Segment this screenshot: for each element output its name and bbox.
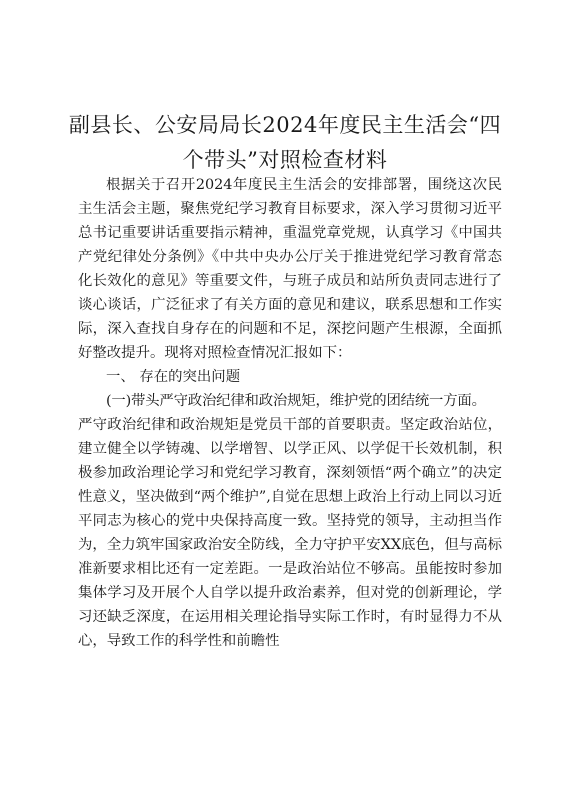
subsection-heading: (一)带头严守政治纪律和政治规矩，维护党的团结统一方面。 <box>106 393 486 409</box>
subsection-paragraph: 严守政治纪律和政治规矩是党员干部的首要职责。坚定政治站位，建立健全以学铸魂、以学增智、以学正风、以学促干长效机制，积极参加政治理论学习和党纪学习教育，深刻领悟“两个确立”的决定性意义，坚决做到“两个维护”,自觉在思想上政治上行动上同以习近平同志为核心的党中央保持高度一致。坚持党的领导，主动担当作为，全力筑牢国家政治安全防线，全力守护平安XX底色，但与高标准新要求相比还有一定差距。一是政治站位不够高。虽能按时参加集体学习及开展个人自学以提升政治素养，但对党的创新理论，学习还缺乏深度，在运用相关理论指导实际工作时，有时显得力不从心，导致工作的科学性和前瞻性 <box>78 417 502 649</box>
section-heading: 一、 存在的突出问题 <box>106 369 241 385</box>
document-title: 副县长、公安局局长2024年度民主生活会“四个带头”对照检查材料 <box>68 113 502 172</box>
intro-paragraph: 根据关于召开2024年度民主生活会的安排部署，围绕这次民主生活会主题，聚焦党纪学习教育目标要求，深入学习贯彻习近平总书记重要讲话重要指示精神，重温党章党规，认真学习《中国共产党纪律处分条例》《中共中央办公厅关于推进党纪学习教育常态化长效化的意见》等重要文件，与班子成员和站所负责同志进行了谈心谈话，广泛征求了有关方面的意见和建议，联系思想和工作实际，深入查找自身存在的问题和不足，深挖问题产生根源，全面抓好整改提升。现将对照检查情况汇报如下： <box>78 177 502 361</box>
document-body <box>78 173 502 653</box>
